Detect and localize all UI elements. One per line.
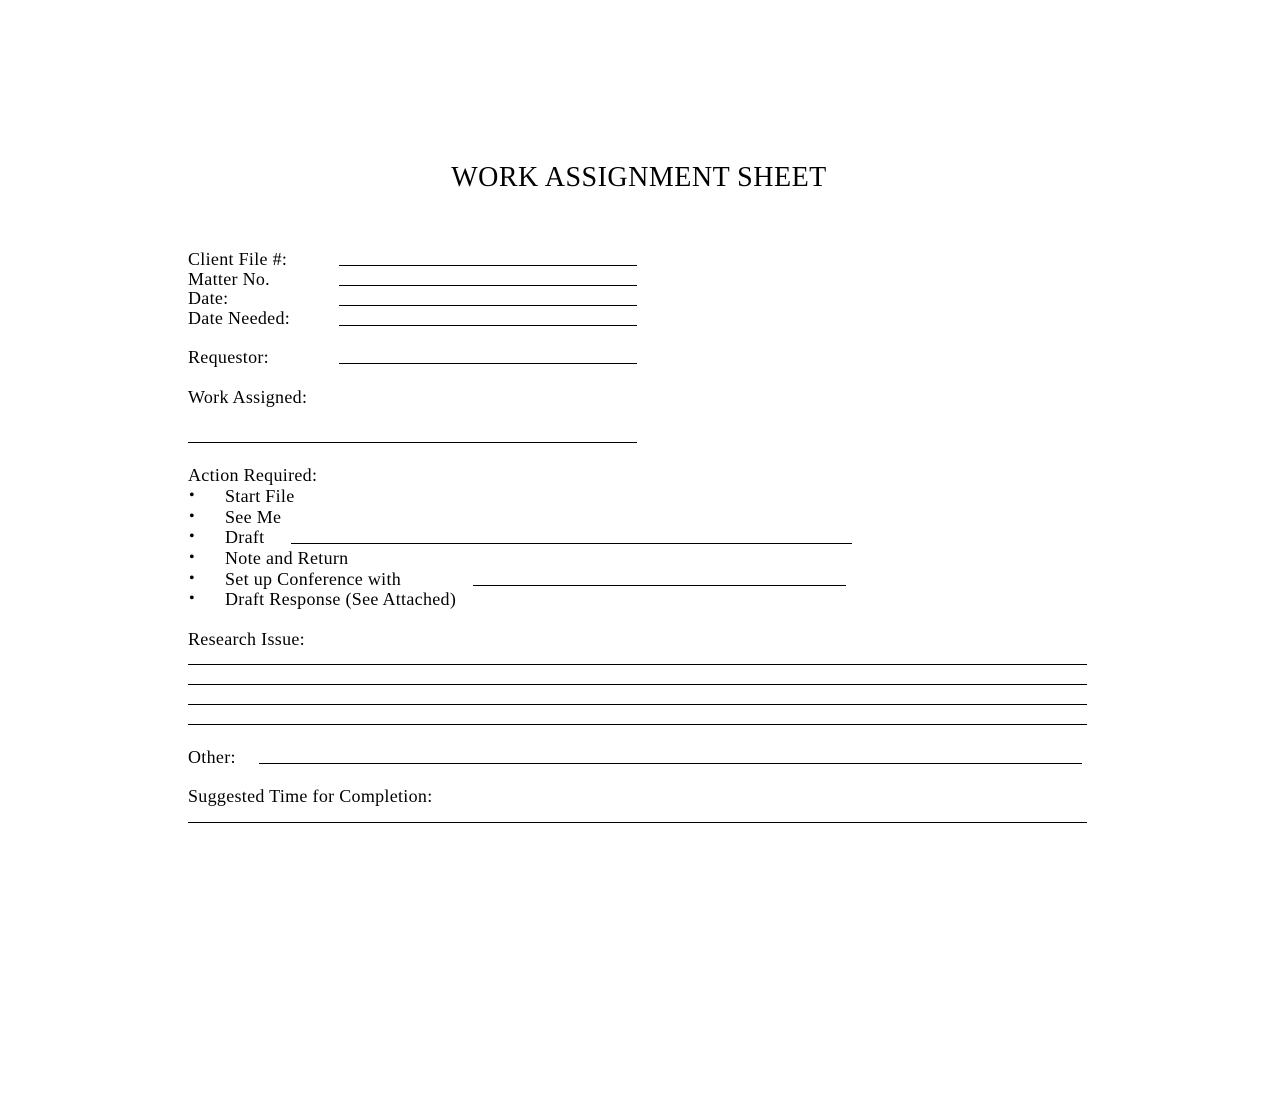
action-item-start-file: Start File [225, 486, 295, 506]
action-item-draft: Draft [225, 527, 265, 547]
conference-field[interactable] [473, 585, 846, 586]
action-required-heading: Action Required: [188, 465, 318, 485]
page-title: WORK ASSIGNMENT SHEET [451, 162, 827, 193]
matter-no-field[interactable] [339, 285, 637, 286]
work-assigned-label: Work Assigned: [188, 387, 308, 407]
research-issue-line[interactable] [188, 684, 1087, 685]
action-item-draft-response: Draft Response (See Attached) [225, 589, 457, 609]
bullet-icon: • [189, 549, 195, 566]
research-issue-line[interactable] [188, 704, 1087, 705]
bullet-icon: • [189, 528, 195, 545]
date-needed-field[interactable] [339, 325, 637, 326]
other-field[interactable] [259, 763, 1082, 764]
suggested-time-field[interactable] [188, 822, 1087, 823]
date-label: Date: [188, 288, 229, 308]
suggested-time-label: Suggested Time for Completion: [188, 786, 433, 806]
research-issue-label: Research Issue: [188, 629, 305, 649]
research-issue-line[interactable] [188, 724, 1087, 725]
bullet-icon: • [189, 590, 195, 607]
matter-no-label: Matter No. [188, 269, 270, 289]
action-item-conference: Set up Conference with [225, 569, 402, 589]
research-issue-line[interactable] [188, 664, 1087, 665]
bullet-icon: • [189, 570, 195, 587]
bullet-icon: • [189, 508, 195, 525]
bullet-icon: • [189, 487, 195, 504]
date-needed-label: Date Needed: [188, 308, 291, 328]
requestor-field[interactable] [339, 363, 637, 364]
client-file-field[interactable] [339, 265, 637, 266]
client-file-label: Client File #: [188, 249, 288, 269]
requestor-label: Requestor: [188, 347, 269, 367]
date-field[interactable] [339, 305, 637, 306]
other-label: Other: [188, 747, 236, 767]
action-item-note-return: Note and Return [225, 548, 349, 568]
work-assigned-field[interactable] [188, 442, 637, 443]
draft-field[interactable] [291, 543, 852, 544]
action-item-see-me: See Me [225, 507, 282, 527]
